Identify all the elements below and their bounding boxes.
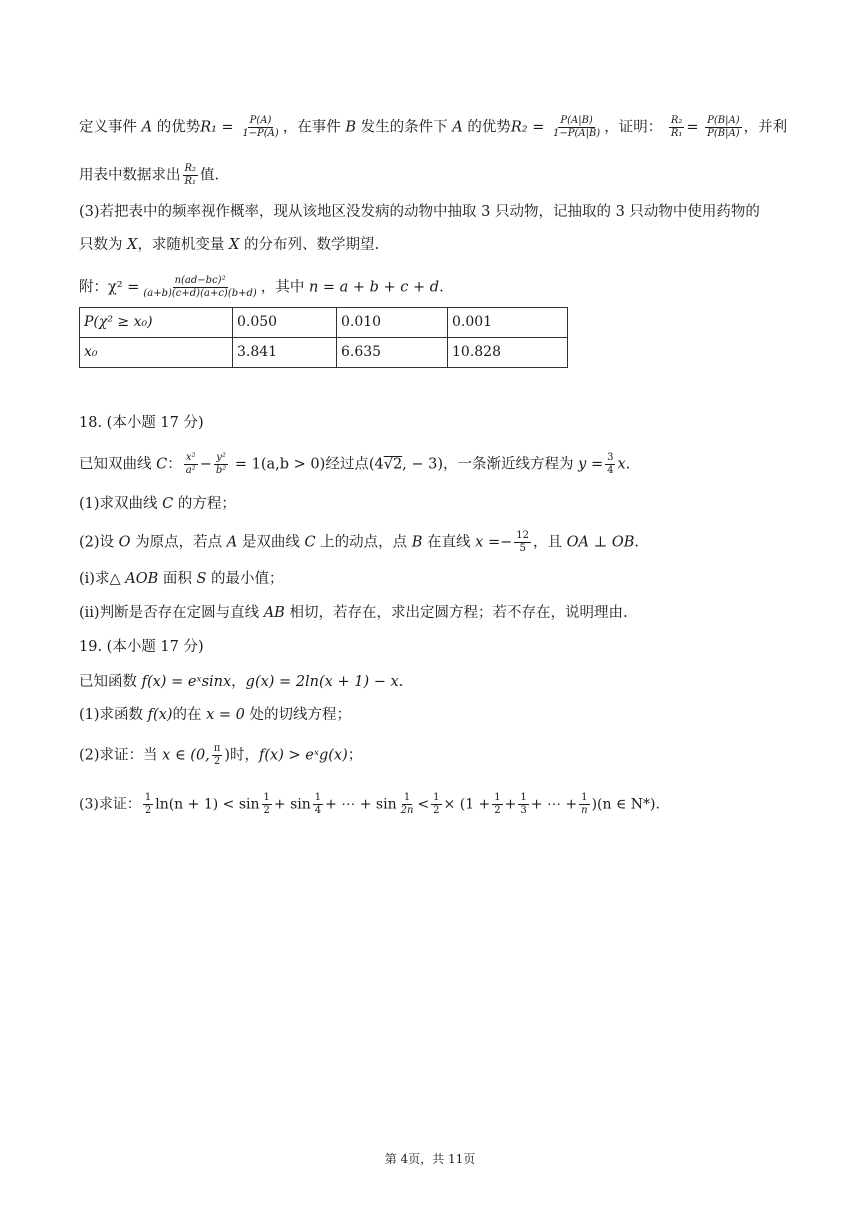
table-cell: P(χ² ≥ x₀) bbox=[80, 308, 233, 338]
fraction: $\frac{\pi}{2}$ bbox=[213, 743, 221, 767]
question-18-stem: 已知双曲线 C： $\frac{\text{x²}}{\text{a²}}$ − $\frac{\text{y²}}{\text{b²}}$ = 1(a,b > 0)经过点(4√2, − 3)，一条渐近线方程为 y = $\frac{3}{4}$ x. bbox=[79, 452, 631, 476]
question-18-heading: 18. (本小题 17 分) bbox=[79, 415, 204, 431]
fraction: $\frac{P(A)}{1-P(A)}$ bbox=[242, 115, 279, 139]
table-cell: 0.050 bbox=[233, 308, 337, 338]
question-19-heading: 19. (本小题 17 分) bbox=[79, 639, 204, 655]
var: A bbox=[141, 119, 153, 136]
fraction: $\frac{1}{2}$ bbox=[263, 792, 270, 816]
fraction: $\frac{1}{2}$ bbox=[494, 792, 501, 816]
fraction: $\frac{P(B|A)}{P(B|A)}$ bbox=[707, 115, 740, 139]
question-19-part-3: (3)求证： $\frac{1}{2}$ ln(n + 1) < sin $\frac{1}{2}$ + sin $\frac{1}{4}$ + ⋯ + sin $\frac{1}{2n}$ < $\frac{1}{2}$ × (1 + $\frac{1}{2}$ + $\frac{1}{3}$ + ⋯ + $\frac{1}{n}$ )(n ∈ N*). bbox=[79, 792, 660, 816]
text-line-1 bbox=[79, 115, 787, 140]
math: R₁ = bbox=[200, 119, 234, 136]
fraction: $\frac{\text{y²}}{\text{b²}}$ bbox=[215, 452, 227, 476]
text: 的优势 bbox=[462, 119, 511, 136]
text: 发生的条件下 bbox=[356, 119, 453, 136]
fraction: $\frac{1}{2}$ bbox=[144, 792, 152, 816]
question-18-part-2-i: (i)求△ AOB 面积 S 的最小值； bbox=[79, 571, 284, 587]
fraction: $\frac{1}{3}$ bbox=[520, 792, 527, 816]
fraction: $\frac{1}{2}$ bbox=[433, 792, 440, 816]
table-cell: 0.010 bbox=[337, 308, 448, 338]
text-line-3: (3)若把表中的频率视作概率，现从该地区没发病的动物中抽取 3 只动物，记抽取的 3 只动物中使用药物的 bbox=[79, 204, 760, 220]
text: ，在事件 bbox=[282, 119, 346, 136]
fraction: $\frac{1}{2n}$ bbox=[400, 792, 414, 816]
table-cell: 10.828 bbox=[448, 338, 568, 368]
table-cell: 3.841 bbox=[233, 338, 337, 368]
fraction: $\frac{1}{4}$ bbox=[314, 792, 322, 816]
page-footer: 第 4页，共 11页 bbox=[384, 1152, 476, 1166]
question-19-part-1: (1)求函数 f(x)的在 x = 0 处的切线方程； bbox=[79, 707, 352, 723]
fraction: $\frac{\text{n(ad−bc)²}}{(a+b)(c+d)(a+c)(b+d)}$ bbox=[143, 275, 257, 299]
table-cell: 0.001 bbox=[448, 308, 568, 338]
fraction: $\frac{\text{x²}}{\text{a²}}$ bbox=[185, 452, 196, 476]
question-18-part-2-ii: (ii)判断是否存在定圆与直线 AB 相切，若存在，求出定圆方程；若不存在，说明理由. bbox=[79, 605, 628, 621]
var: A bbox=[452, 119, 463, 136]
table-cell: x₀ bbox=[80, 338, 233, 368]
math: = bbox=[686, 119, 699, 136]
text: 定义事件 bbox=[79, 119, 142, 136]
table-row bbox=[80, 338, 568, 368]
text: 值. bbox=[200, 167, 220, 184]
text: ，证明： bbox=[604, 119, 663, 136]
text: ，并利 bbox=[743, 119, 788, 136]
fraction: $\frac{\text{R₂}}{\text{R₁}}$ bbox=[670, 115, 683, 139]
math: R₂ = bbox=[510, 119, 545, 136]
text: 的优势 bbox=[152, 119, 201, 136]
fraction: $\frac{\text{R₂}}{\text{R₁}}$ bbox=[184, 163, 197, 187]
fraction: $\frac{3}{4}$ bbox=[607, 452, 614, 476]
question-19-part-2: (2)求证：当 x ∈ (0, $\frac{\pi}{2}$ )时，f(x) > eˣg(x)； bbox=[79, 743, 363, 767]
text-line-4: 只数为 X，求随机变量 X 的分布列、数学期望. bbox=[79, 237, 380, 253]
question-18-part-2: (2)设 O 为原点，若点 A 是双曲线 C 上的动点，点 B 在直线 x =− $\frac{12}{5}$ ，且 OA ⊥ OB. bbox=[79, 530, 639, 554]
text-line-2 bbox=[79, 163, 219, 188]
var: B bbox=[345, 119, 357, 136]
table-cell: 6.635 bbox=[337, 338, 448, 368]
fraction: $\frac{P(A|B)}{1-P(A|B)}$ bbox=[553, 115, 601, 139]
fraction: $\frac{12}{5}$ bbox=[516, 530, 529, 554]
critical-value-table bbox=[79, 307, 568, 368]
text-line-5: 附：χ² = $\frac{\text{n(ad−bc)²}}{(a+b)(c+d)(a+c)(b+d)}$ ，其中 n = a + b + c + d. bbox=[79, 275, 444, 299]
question-18-part-1: (1)求双曲线 C 的方程； bbox=[79, 496, 236, 512]
question-19-stem: 已知函数 f(x) = eˣsinx，g(x) = 2ln(x + 1) − x. bbox=[79, 674, 404, 690]
table-row bbox=[80, 308, 568, 338]
fraction: $\frac{1}{n}$ bbox=[581, 792, 588, 816]
text: 用表中数据求出 bbox=[79, 167, 181, 184]
